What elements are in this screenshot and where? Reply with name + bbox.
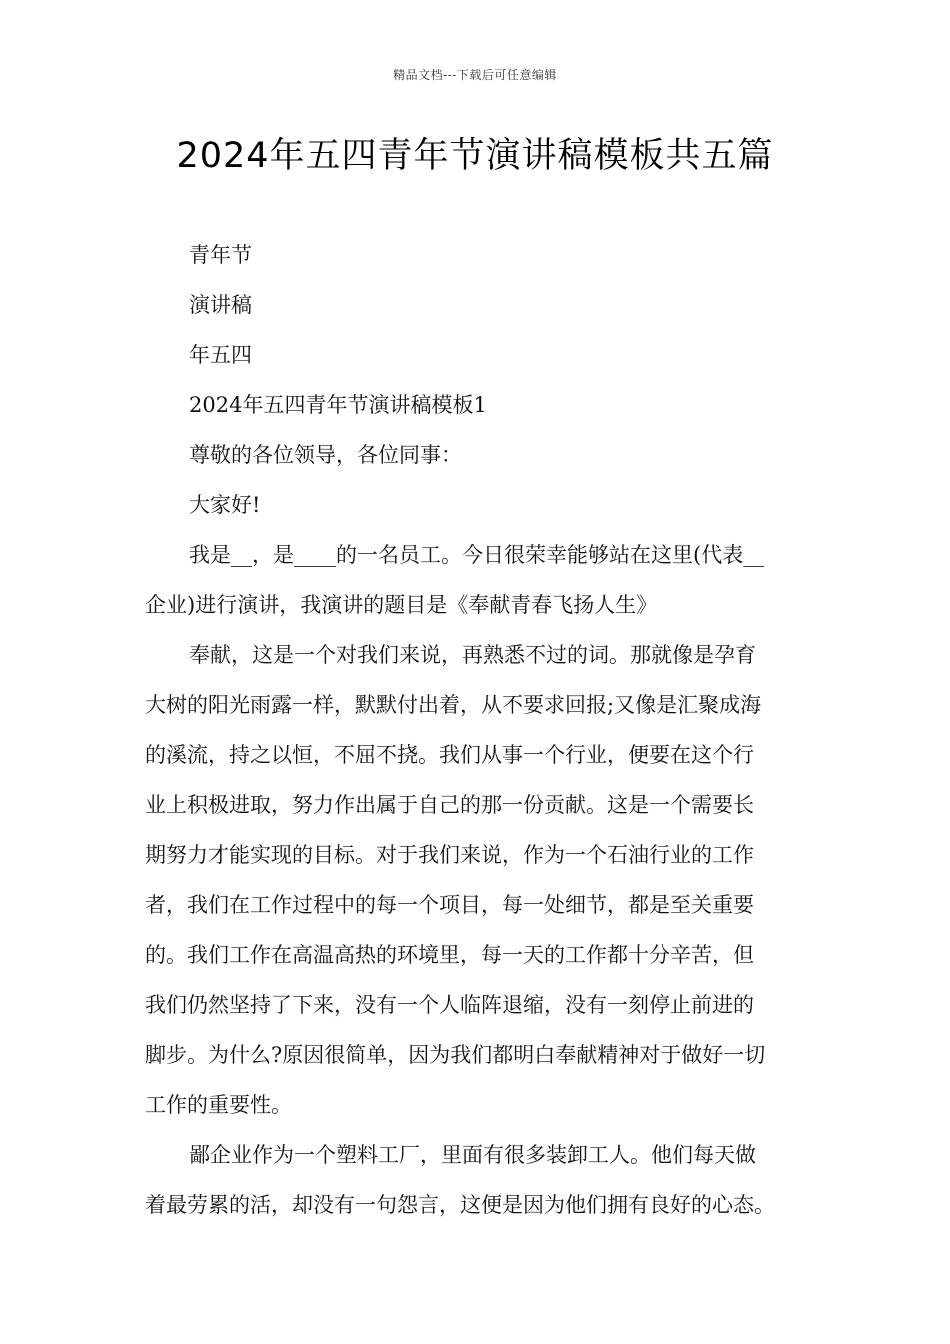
body-line: 尊敬的各位领导，各位同事： — [189, 443, 462, 467]
body-line: 青年节 — [189, 243, 252, 267]
body-line: 工作的重要性。 — [145, 1093, 292, 1117]
body-line: 业上积极进取，努力作出属于自己的那一份贡献。这是一个需要长 — [145, 793, 754, 817]
body-line: 大家好! — [189, 493, 261, 517]
body-line: 年五四 — [189, 343, 252, 367]
body-line: 企业)进行演讲，我演讲的题目是《奉献青春飞扬人生》 — [145, 593, 658, 617]
body-line: 大树的阳光雨露一样，默默付出着，从不要求回报;又像是汇聚成海 — [145, 693, 762, 717]
body-line: 脚步。为什么?原因很简单，因为我们都明白奉献精神对于做好一切 — [145, 1043, 766, 1067]
body-line: 期努力才能实现的目标。对于我们来说，作为一个石油行业的工作 — [145, 843, 754, 867]
body-line: 者，我们在工作过程中的每一个项目，每一处细节，都是至关重要 — [145, 893, 754, 917]
body-line: 鄙企业作为一个塑料工厂，里面有很多装卸工人。他们每天做 — [189, 1143, 756, 1167]
header-note: 精品文档---下载后可任意编辑 — [393, 68, 557, 82]
document-body — [145, 230, 810, 1230]
body-line: 着最劳累的活，却没有一句怨言，这便是因为他们拥有良好的心态。 — [145, 1193, 775, 1217]
page-title: 2024年五四青年节演讲稿模板共五篇 — [176, 136, 774, 176]
body-line: 我是__，是____的一名员工。今日很荣幸能够站在这里(代表__ — [189, 543, 765, 567]
body-line: 的溪流，持之以恒，不屈不挠。我们从事一个行业，便要在这个行 — [145, 743, 754, 767]
body-line: 2024年五四青年节演讲稿模板1 — [189, 393, 487, 417]
body-line: 奉献，这是一个对我们来说，再熟悉不过的词。那就像是孕育 — [189, 643, 756, 667]
body-line: 我们仍然坚持了下来，没有一个人临阵退缩，没有一刻停止前进的 — [145, 993, 754, 1017]
body-line: 演讲稿 — [189, 293, 252, 317]
body-line: 的。我们工作在高温高热的环境里，每一天的工作都十分辛苦，但 — [145, 943, 754, 967]
